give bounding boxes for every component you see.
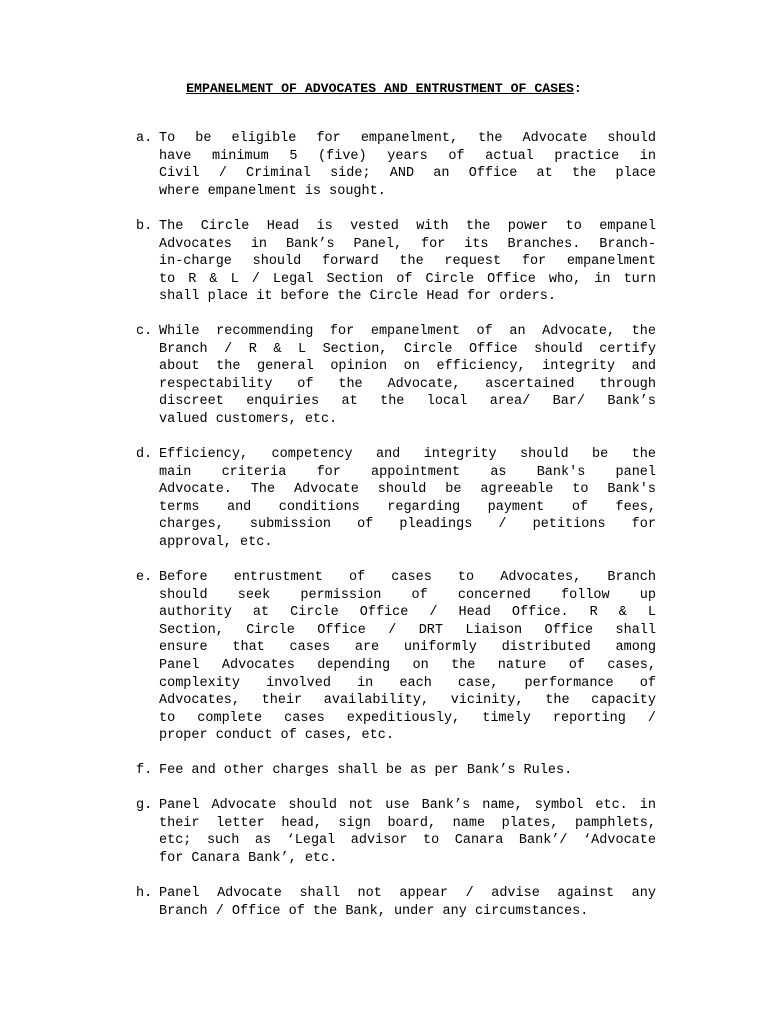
list-item: [136, 762, 656, 780]
list-item-line: Advocates in Bank’s Panel, for its Branches. Branch-: [159, 236, 656, 252]
list-item-line: charges, submission of pleadings / petitions for: [159, 517, 656, 533]
list-item-line: Panel Advocate should not use Bank’s name, symbol etc. in: [159, 798, 656, 813]
list-item-line: where empanelment is sought.: [159, 183, 386, 199]
list-item-line: to complete cases expeditiously, timely reporting /: [159, 710, 656, 726]
list-item: [136, 797, 656, 867]
list-item-marker: d.: [136, 447, 153, 462]
list-item-line: Branch / R & L Section, Circle Office should certify: [159, 341, 656, 357]
list-item-line: Civil / Criminal side; AND an Office at the place: [159, 166, 656, 182]
list-item-line: terms and conditions regarding payment of fees,: [159, 499, 656, 515]
list-item-line: Efficiency, competency and integrity should be the: [159, 447, 656, 462]
list-item-line: discreet enquiries at the local area/ Bar/ Bank’s: [159, 394, 656, 410]
list-item-line: ensure that cases are uniformly distributed among: [159, 640, 656, 656]
list-item-marker: b.: [136, 219, 153, 234]
list-item-line: Advocates, their availability, vicinity, the capacity: [159, 693, 656, 709]
list-item-marker: c.: [136, 324, 153, 339]
list-item-line: in-charge should forward the request for empanelment: [159, 254, 656, 270]
list-item-line: Panel Advocates depending on the nature of cases,: [159, 657, 656, 673]
list-item-line: complexity involved in each case, performance of: [159, 675, 656, 691]
list-item-line: To be eligible for empanelment, the Advocate should: [159, 131, 656, 146]
list-item-line: Advocate. The Advocate should be agreeable to Bank's: [159, 482, 656, 498]
page-title-text: EMPANELMENT OF ADVOCATES AND ENTRUSTMENT OF CASES: [186, 81, 574, 96]
list-item-marker: h.: [136, 886, 153, 901]
list-item-line: should seek permission of concerned follow up: [159, 587, 656, 603]
list-item-line: Panel Advocate shall not appear / advise against any: [159, 886, 656, 901]
list-item-marker: g.: [136, 798, 153, 813]
list-item-line: for Canara Bank’, etc.: [159, 850, 338, 866]
list-item-line: The Circle Head is vested with the power to empanel: [159, 219, 656, 234]
list-item-line: authority at Circle Office / Head Office. R & L: [159, 605, 656, 621]
list-item-line: main criteria for appointment as Bank's panel: [159, 464, 656, 480]
list-item: [136, 218, 656, 306]
page-title-suffix: :: [573, 81, 582, 96]
list-item-line: to R & L / Legal Section of Circle Office who, in turn: [159, 271, 656, 287]
list-item: [136, 885, 656, 920]
list-item-line: have minimum 5 (five) years of actual practice in: [159, 148, 656, 164]
list-item-line: their letter head, sign board, name plates, pamphlets,: [159, 815, 656, 831]
list-item-marker: f.: [136, 763, 153, 778]
list-item-line: approval, etc.: [159, 534, 273, 550]
list-item-line: valued customers, etc.: [159, 411, 338, 427]
list-item-line: shall place it before the Circle Head for orders.: [159, 289, 556, 305]
list-item: [136, 446, 656, 552]
list-item-line: respectability of the Advocate, ascertained through: [159, 376, 656, 392]
page-title: [0, 80, 768, 98]
list-item-line: etc; such as ‘Legal advisor to Canara Bank’/ ‘Advocate: [159, 833, 656, 849]
list-item: [136, 130, 656, 200]
list-item-marker: a.: [136, 131, 153, 146]
list-item-line: proper conduct of cases, etc.: [159, 728, 394, 744]
list-item-line: Before entrustment of cases to Advocates, Branch: [159, 570, 656, 585]
list-item: [136, 323, 656, 429]
list-item-marker: e.: [136, 570, 153, 585]
list-item: [136, 569, 656, 745]
list-item-line: Fee and other charges shall be as per Bank’s Rules.: [159, 763, 573, 778]
list-item-line: While recommending for empanelment of an Advocate, the: [159, 324, 656, 339]
list-item-line: Branch / Office of the Bank, under any circumstances.: [159, 903, 589, 919]
list-item-line: Section, Circle Office / DRT Liaison Office shall: [159, 622, 656, 638]
list-item-line: about the general opinion on efficiency, integrity and: [159, 359, 656, 375]
